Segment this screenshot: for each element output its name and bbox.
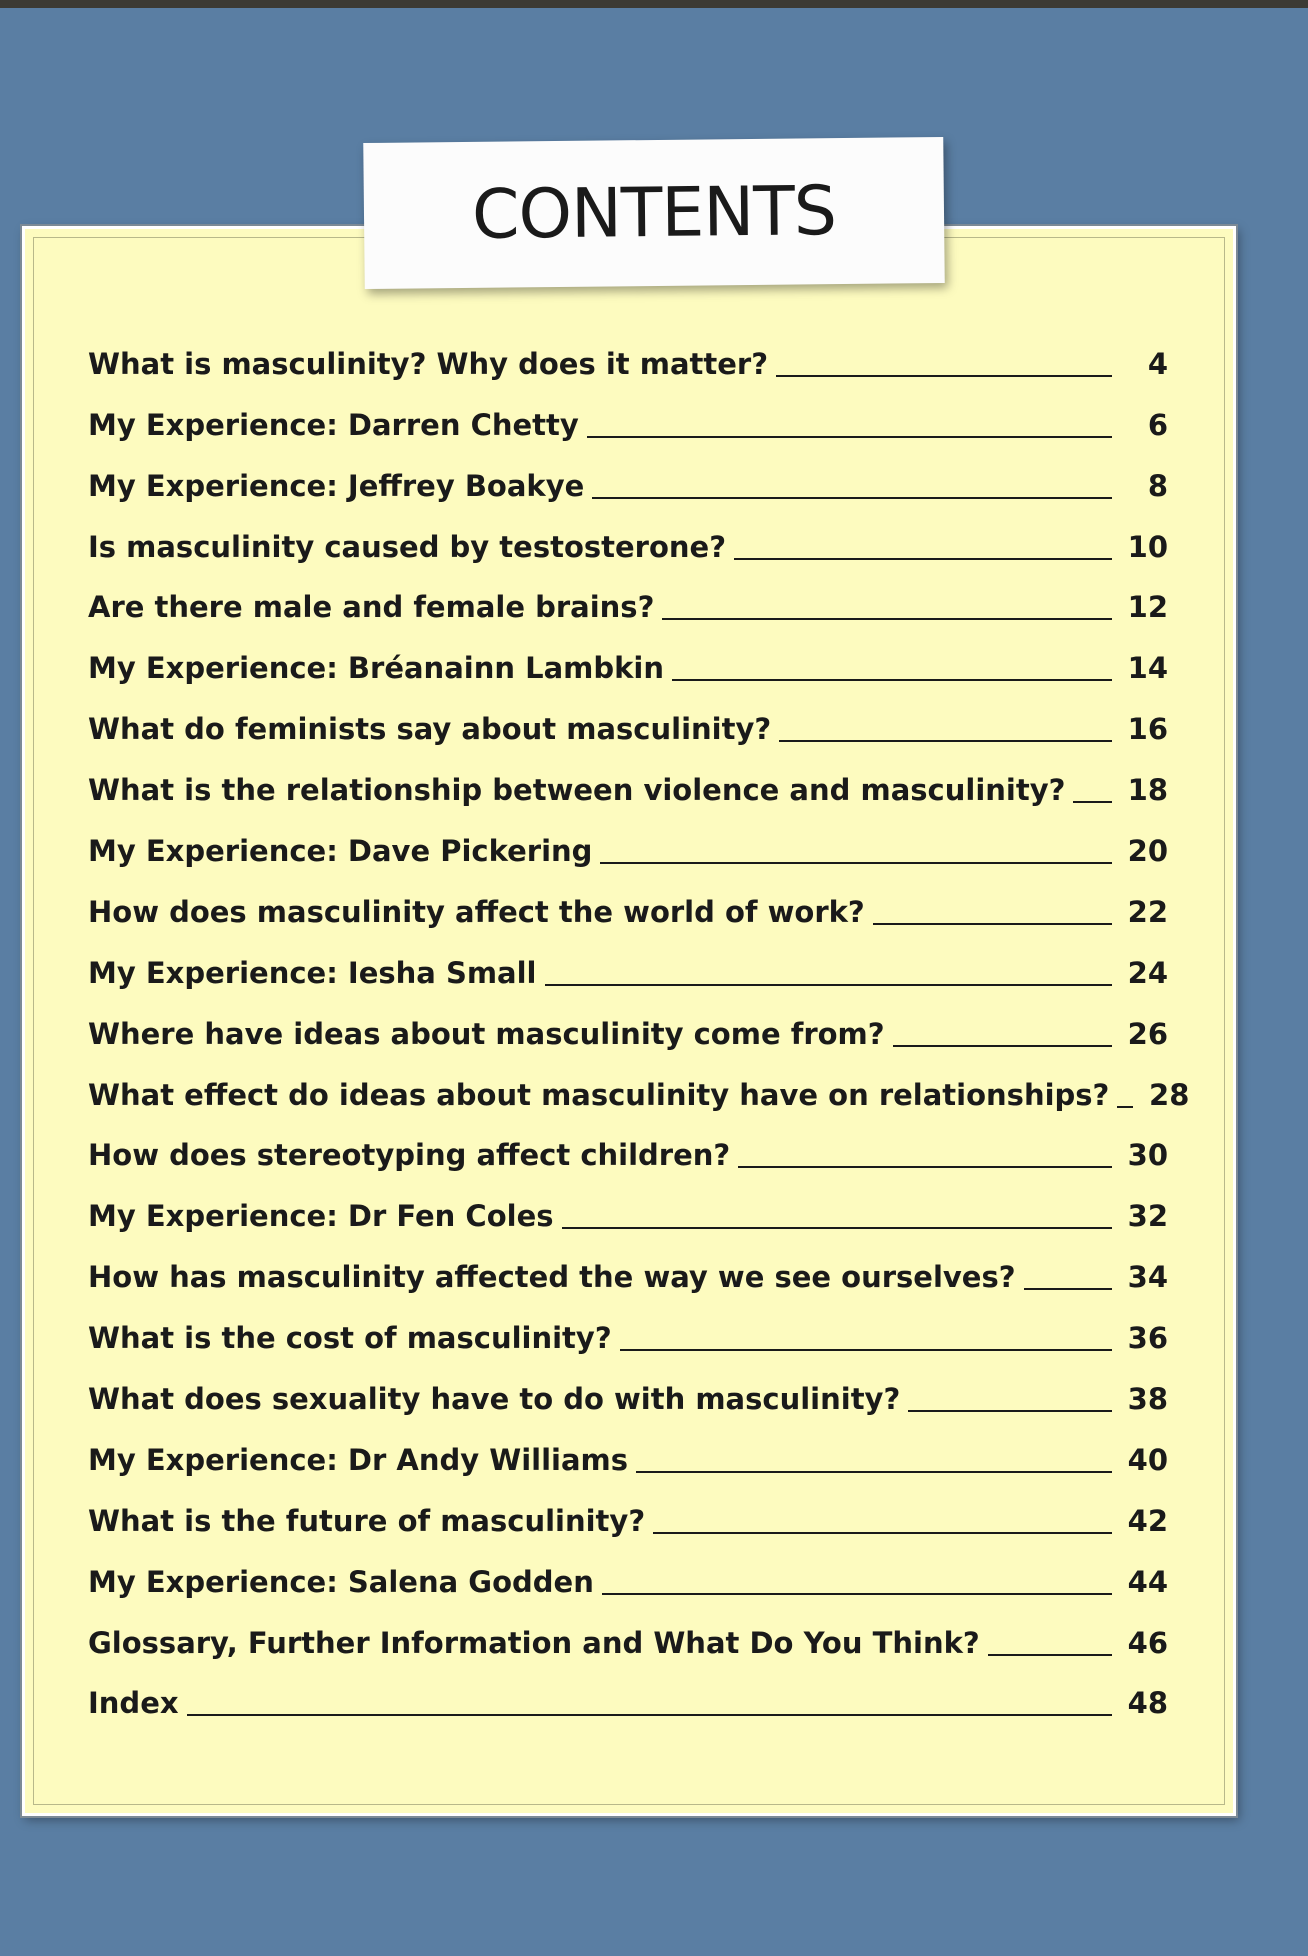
page-title: CONTENTS [471, 171, 837, 255]
toc-entry-title: Where have ideas about masculinity come from? [88, 1016, 885, 1051]
toc-leader-line [776, 375, 1112, 377]
toc-entry [88, 695, 1168, 756]
toc-entry [88, 1609, 1168, 1670]
toc-leader-line [545, 984, 1113, 986]
title-card [363, 137, 944, 289]
toc-leader-line [602, 1593, 1112, 1595]
top-edge-strip [0, 0, 1308, 8]
toc-entry-page-number: 38 [1127, 1382, 1168, 1417]
toc-entry [88, 452, 1168, 513]
toc-entry [88, 634, 1168, 695]
toc-entry-title: How does masculinity affect the world of work? [88, 894, 865, 929]
toc-entry-title: What is the future of masculinity? [88, 1503, 646, 1538]
toc-leader-line [600, 862, 1112, 864]
toc-entry [88, 1122, 1168, 1183]
toc-leader-line [779, 740, 1112, 742]
toc-entry-title: Is masculinity caused by testosterone? [88, 529, 727, 564]
toc-entry [88, 1487, 1168, 1548]
toc-entry [88, 817, 1168, 878]
toc-leader-line [672, 679, 1112, 681]
toc-entry [88, 1182, 1168, 1243]
toc-leader-line [873, 923, 1112, 925]
toc-entry-title: My Experience: Dr Andy Williams [88, 1442, 629, 1477]
toc-leader-line [738, 1166, 1112, 1168]
toc-entry [88, 513, 1168, 574]
toc-entry-page-number: 48 [1127, 1686, 1168, 1721]
toc-entry-page-number: 46 [1127, 1625, 1168, 1660]
toc-leader-line [562, 1227, 1112, 1229]
toc-entry [88, 939, 1168, 1000]
toc-entry-page-number: 12 [1127, 590, 1168, 625]
toc-entry [88, 391, 1168, 452]
toc-entry-page-number: 42 [1127, 1503, 1168, 1538]
toc-entry-page-number: 34 [1127, 1260, 1168, 1295]
toc-leader-line [636, 1471, 1112, 1473]
toc-entry-title: Are there male and female brains? [88, 590, 655, 625]
toc-entry-title: What is the cost of masculinity? [88, 1321, 612, 1356]
toc-leader-line [187, 1714, 1112, 1716]
toc-entry-page-number: 16 [1127, 712, 1168, 747]
toc-entry-page-number: 20 [1127, 834, 1168, 869]
toc-leader-line [893, 1045, 1112, 1047]
toc-leader-line [653, 1532, 1112, 1534]
toc-entry-page-number: 44 [1127, 1564, 1168, 1599]
toc-leader-line [592, 497, 1112, 499]
toc-leader-line [908, 1410, 1112, 1412]
toc-entry-title: What do feminists say about masculinity? [88, 712, 772, 747]
toc-entry [88, 1243, 1168, 1304]
toc-entry [88, 574, 1168, 635]
toc-entry [88, 1304, 1168, 1365]
toc-entry-title: What is the relationship between violence and masculinity? [88, 773, 1066, 808]
toc-leader-line [1073, 801, 1112, 803]
toc-entry [88, 1426, 1168, 1487]
toc-entry [88, 1365, 1168, 1426]
toc-entry-page-number: 28 [1149, 1077, 1190, 1112]
toc-entry [88, 878, 1168, 939]
toc-leader-line [1117, 1106, 1133, 1108]
toc-entry-title: How does stereotyping affect children? [88, 1138, 731, 1173]
toc-entry-title: My Experience: Dave Pickering [88, 834, 593, 869]
toc-leader-line [1024, 1288, 1112, 1290]
toc-leader-line [587, 436, 1112, 438]
toc-entry [88, 1000, 1168, 1061]
toc-entry-page-number: 30 [1127, 1138, 1168, 1173]
toc-entry-page-number: 4 [1147, 346, 1168, 381]
toc-entry-title: What does sexuality have to do with masculinity? [88, 1382, 901, 1417]
toc-entry-page-number: 40 [1127, 1442, 1168, 1477]
toc-entry-title: My Experience: Iesha Small [88, 955, 537, 990]
toc-entry-page-number: 6 [1147, 407, 1168, 442]
toc-entry [88, 1061, 1190, 1122]
toc-entry-page-number: 22 [1127, 894, 1168, 929]
toc-entry-title: My Experience: Salena Godden [88, 1564, 594, 1599]
toc-entry [88, 1548, 1168, 1609]
toc-entry-page-number: 18 [1127, 773, 1168, 808]
toc-entry-title: My Experience: Darren Chetty [88, 407, 579, 442]
toc-entry-title: Glossary, Further Information and What Do You Think? [88, 1625, 980, 1660]
toc-entry-title: Index [88, 1686, 179, 1721]
toc-leader-line [734, 558, 1112, 560]
table-of-contents [88, 330, 1190, 1730]
toc-entry-title: My Experience: Bréanainn Lambkin [88, 651, 664, 686]
toc-entry-title: What is masculinity? Why does it matter? [88, 346, 769, 381]
toc-leader-line [988, 1654, 1112, 1656]
toc-entry [88, 756, 1168, 817]
toc-entry-title: What effect do ideas about masculinity have on relationships? [88, 1077, 1110, 1112]
toc-entry-title: My Experience: Jeffrey Boakye [88, 468, 585, 503]
toc-leader-line [662, 618, 1112, 620]
toc-entry-page-number: 8 [1147, 468, 1168, 503]
toc-entry-page-number: 36 [1127, 1321, 1168, 1356]
toc-entry [88, 1670, 1168, 1731]
toc-leader-line [620, 1349, 1112, 1351]
toc-entry-page-number: 32 [1127, 1199, 1168, 1234]
toc-entry-title: How has masculinity affected the way we see ourselves? [88, 1260, 1016, 1295]
toc-entry-page-number: 26 [1127, 1016, 1168, 1051]
toc-entry [88, 330, 1168, 391]
toc-entry-page-number: 24 [1127, 955, 1168, 990]
toc-entry-title: My Experience: Dr Fen Coles [88, 1199, 554, 1234]
toc-entry-page-number: 10 [1127, 529, 1168, 564]
toc-entry-page-number: 14 [1127, 651, 1168, 686]
